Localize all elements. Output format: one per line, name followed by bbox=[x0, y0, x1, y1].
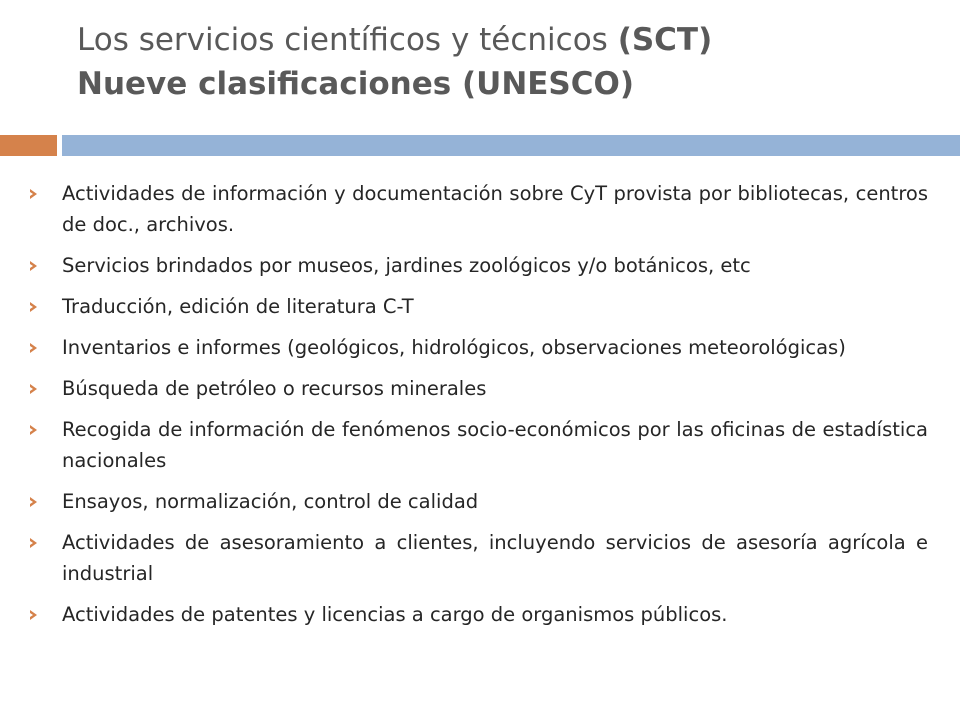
arrowhead-bullet-icon bbox=[30, 302, 37, 312]
bullet-item bbox=[28, 373, 928, 404]
bullet-item bbox=[28, 599, 928, 630]
bullet-item bbox=[28, 250, 928, 281]
bullet-item bbox=[28, 414, 928, 476]
arrowhead-bullet-icon bbox=[30, 343, 37, 353]
bullet-text: Búsqueda de petróleo o recursos minerales bbox=[62, 377, 487, 400]
bullet-item bbox=[28, 178, 928, 240]
bullet-item bbox=[28, 486, 928, 517]
slide-title bbox=[77, 18, 937, 106]
title-line-1-bold: (SCT) bbox=[617, 22, 713, 58]
arrowhead-bullet-icon bbox=[30, 261, 37, 271]
arrowhead-bullet-icon bbox=[30, 189, 37, 199]
title-line-1-regular: Los servicios científicos y técnicos bbox=[77, 22, 618, 58]
arrowhead-bullet-icon bbox=[30, 425, 37, 435]
accent-bar-orange bbox=[0, 135, 57, 156]
arrowhead-bullet-icon bbox=[30, 538, 37, 548]
bullet-item bbox=[28, 332, 928, 363]
bullet-text: Actividades de información y documentación sobre CyT provista por bibliotecas, centros de doc., archivos. bbox=[62, 182, 928, 236]
bullet-list bbox=[28, 178, 928, 640]
bullet-text: Traducción, edición de literatura C-T bbox=[62, 295, 414, 318]
bullet-text: Servicios brindados por museos, jardines zoológicos y/o botánicos, etc bbox=[62, 254, 751, 277]
bullet-item bbox=[28, 527, 928, 589]
accent-bar-blue bbox=[62, 135, 960, 156]
bullet-text: Recogida de información de fenómenos socio-económicos por las oficinas de estadística nacionales bbox=[62, 418, 928, 472]
arrowhead-bullet-icon bbox=[30, 610, 37, 620]
title-line-1 bbox=[77, 18, 937, 62]
bullet-text: Actividades de patentes y licencias a cargo de organismos públicos. bbox=[62, 603, 728, 626]
bullet-text: Inventarios e informes (geológicos, hidrológicos, observaciones meteorológicas) bbox=[62, 336, 846, 359]
arrowhead-bullet-icon bbox=[30, 497, 37, 507]
arrowhead-bullet-icon bbox=[30, 384, 37, 394]
bullet-item bbox=[28, 291, 928, 322]
title-line-2: Nueve clasificaciones (UNESCO) bbox=[77, 66, 635, 102]
bullet-text: Actividades de asesoramiento a clientes, incluyendo servicios de asesoría agrícola e industrial bbox=[62, 531, 928, 585]
bullet-text: Ensayos, normalización, control de calidad bbox=[62, 490, 479, 513]
